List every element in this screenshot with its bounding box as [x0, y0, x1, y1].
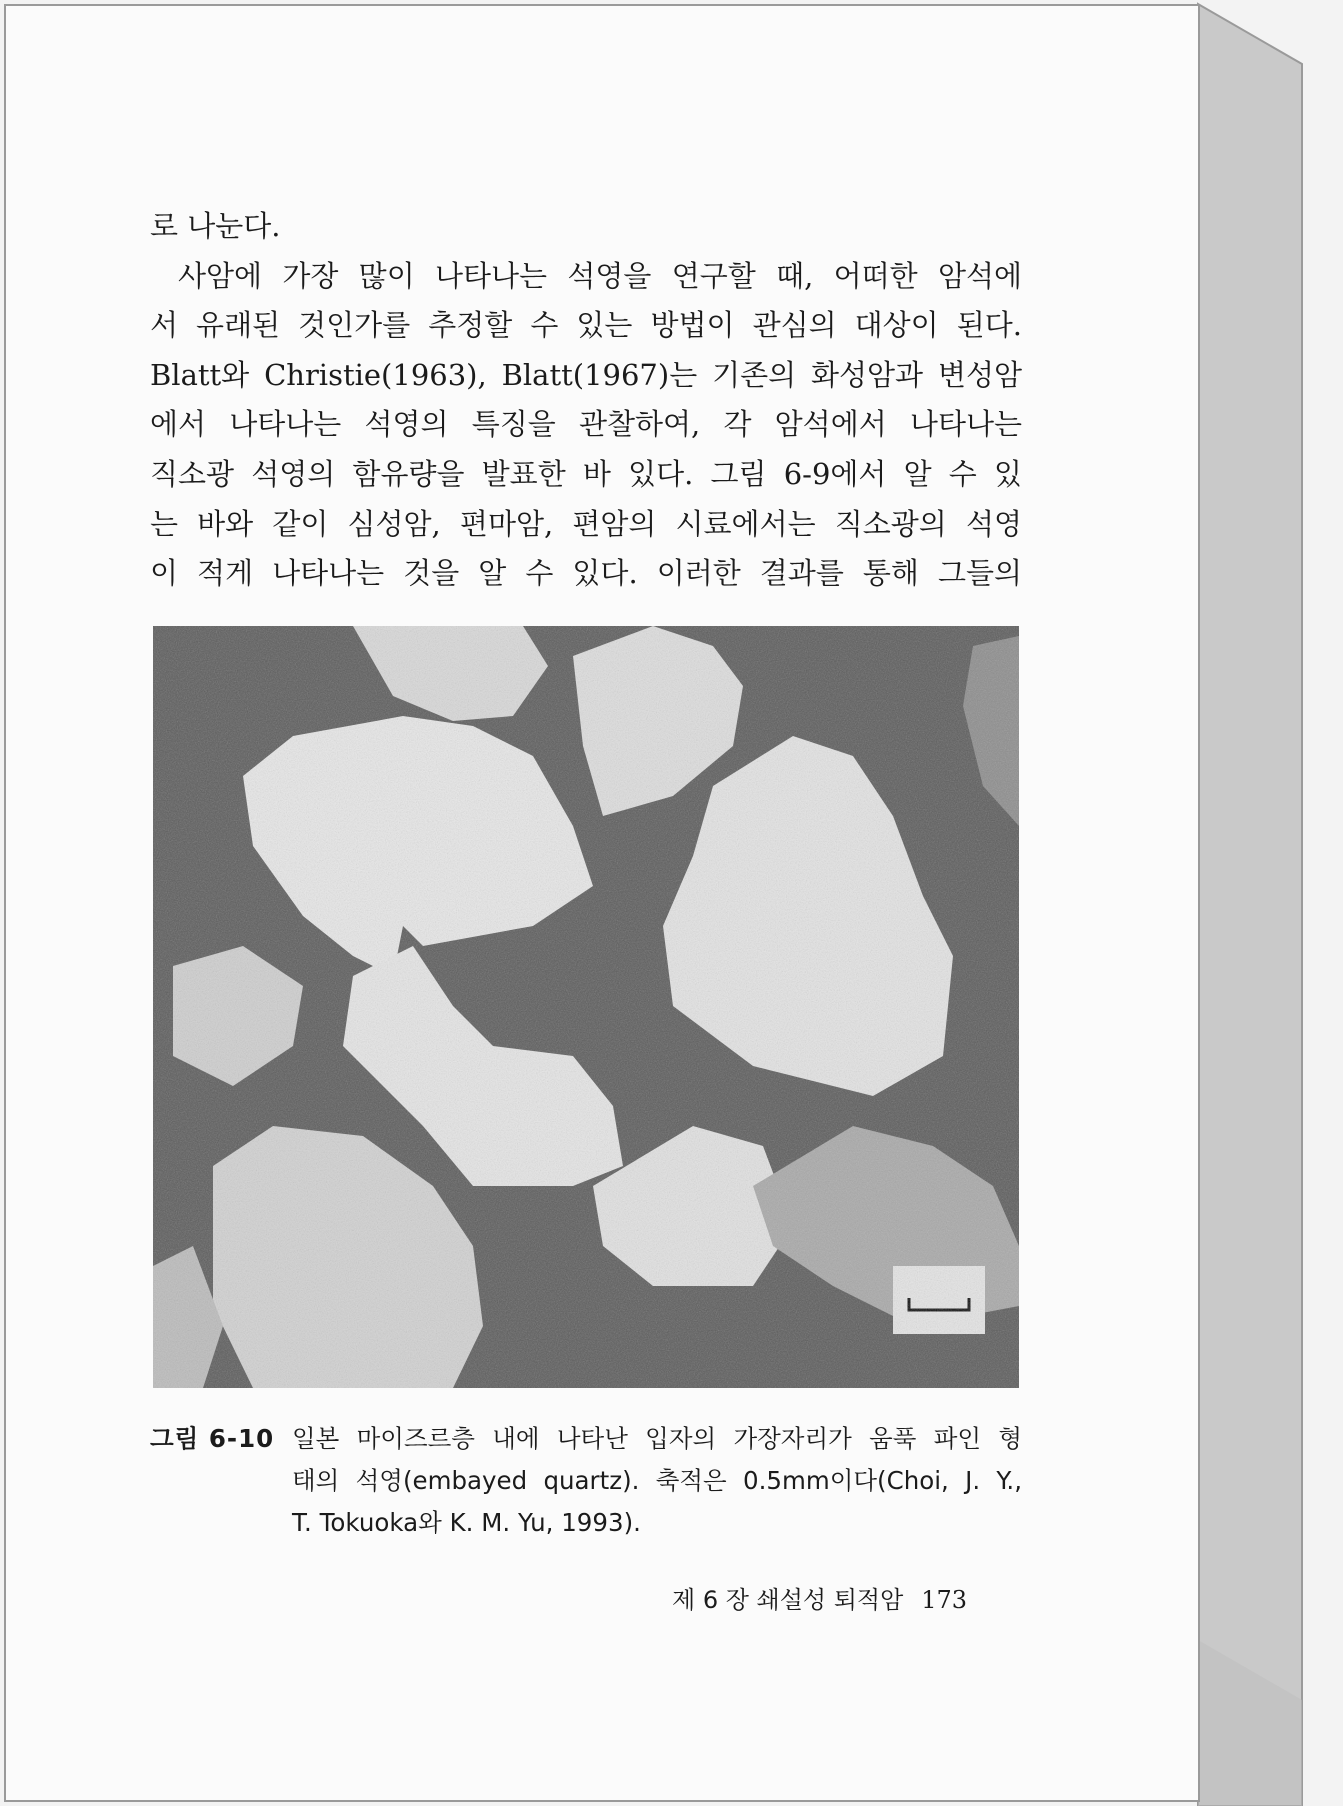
text-line: 직소광 석영의 함유량을 발표한 바 있다. 그림 6-9에서 알 수 있	[150, 456, 1022, 491]
page-footer	[672, 1580, 1002, 1615]
text-line: 로 나눈다.	[150, 209, 281, 243]
body-text	[150, 202, 1022, 599]
page-number: 173	[921, 1586, 968, 1614]
caption-text	[292, 1418, 1022, 1544]
text-line: 서 유래된 것인가를 추정할 수 있는 방법이 관심의 대상이 된다.	[150, 308, 1022, 343]
caption-line: T. Tokuoka와 K. M. Yu, 1993).	[292, 1508, 641, 1537]
text-line: Blatt와 Christie(1963), Blatt(1967)는 기존의 화성암과 변성암	[150, 357, 1022, 392]
text-line: 사암에 가장 많이 나타나는 석영을 연구할 때, 어떠한 암석에	[178, 258, 1022, 293]
caption-line: 일본 마이즈르층 내에 나타난 입자의 가장자리가 움푹 파인 형	[292, 1424, 1022, 1453]
quartz-grains-image	[153, 626, 1019, 1388]
text-line: 이 적게 나타나는 것을 알 수 있다. 이러한 결과를 통해 그들의	[150, 556, 1022, 591]
caption-line: 태의 석영(embayed quartz). 축적은 0.5mm이다(Choi, J. Y.,	[292, 1466, 1022, 1495]
micrograph-photo	[153, 626, 1019, 1388]
text-line: 는 바와 같이 심성암, 편마암, 편암의 시료에서는 직소광의 석영	[150, 506, 1022, 541]
figure-label: 그림 6-10	[150, 1424, 275, 1453]
text-line: 에서 나타나는 석영의 특징을 관찰하여, 각 암석에서 나타나는	[150, 407, 1022, 442]
chapter-title: 제 6 장 쇄설성 퇴적암	[672, 1586, 904, 1614]
